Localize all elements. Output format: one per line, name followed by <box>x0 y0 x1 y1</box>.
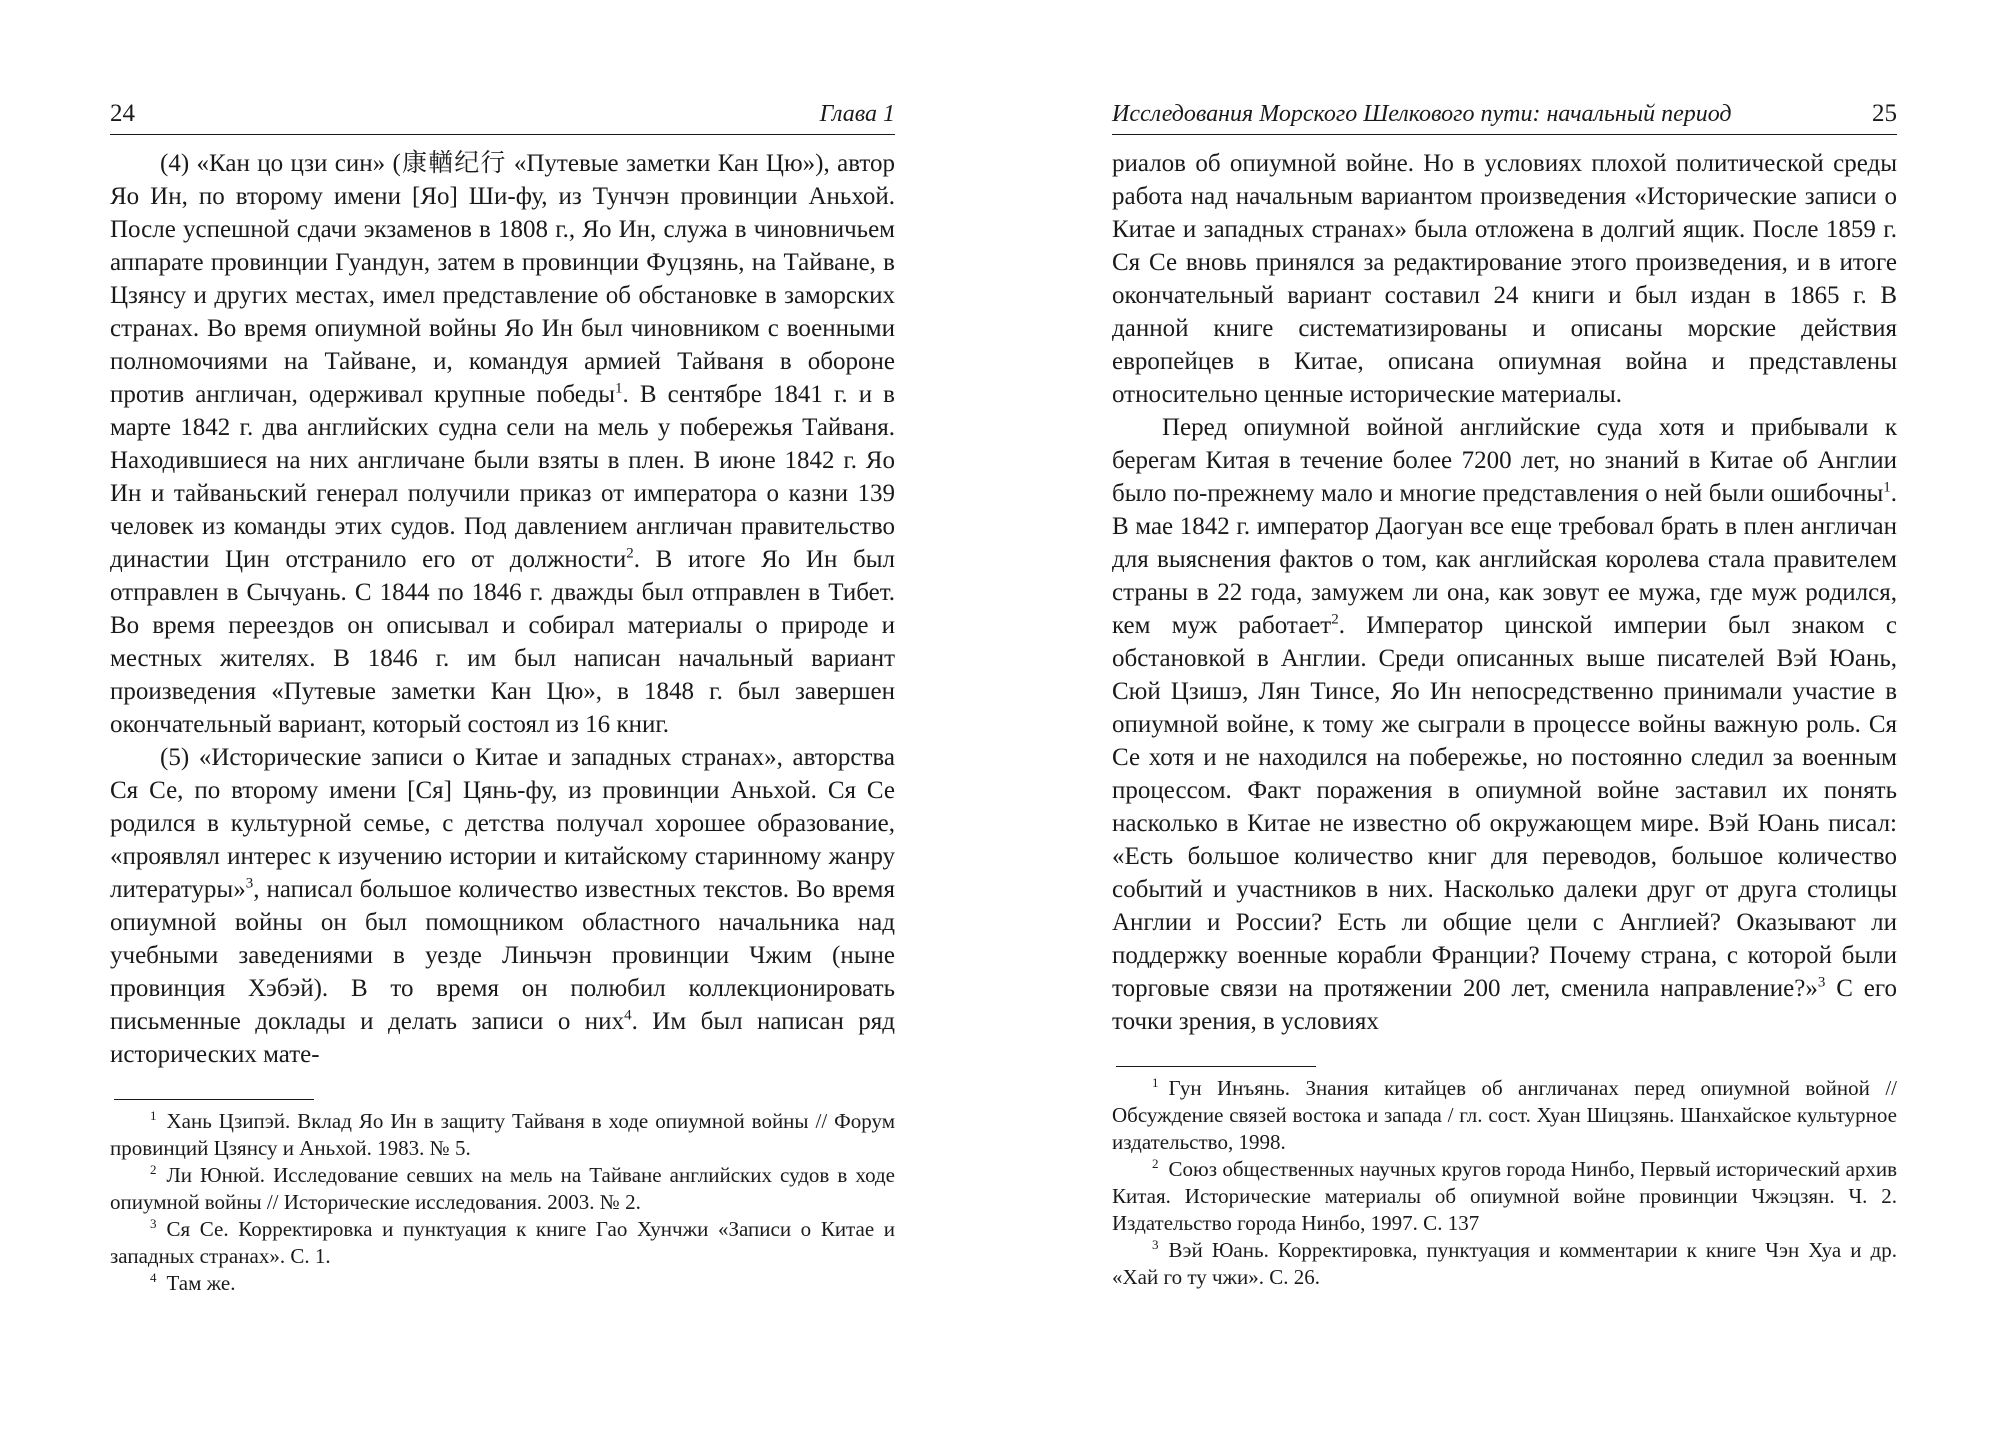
paragraph: риалов об опиумной войне. Но в условиях плохой политической среды работа над начальным вариантом произведения «Исторические записи о Китае и западных странах» была отложена в долгий ящик. После 1859 г. Ся Се вновь принялся за редактирование этого произведения, и в итоге окончательный вариант составил 24 книги и был издан в 1865 г. В данной книге систематизированы и описаны морские действия европейцев в Китае, описана опиумная война и представлены относительно ценные исторические материалы. <box>1112 150 1897 408</box>
footnote <box>1112 1075 1897 1156</box>
footnote-number: 4 <box>150 1270 157 1285</box>
footnote <box>110 1216 895 1270</box>
footnote-ref: 1 <box>615 380 623 397</box>
footnote <box>110 1108 895 1162</box>
left-page <box>110 100 895 1297</box>
right-page <box>1112 100 1897 1291</box>
footnote-number: 2 <box>150 1162 157 1177</box>
footnote-number: 1 <box>150 1108 157 1123</box>
footnote <box>1112 1156 1897 1237</box>
paragraph: (4) «Кан цо цзи син» (康輶纪行 «Путевые заметки Кан Цю»), автор Яо Ин, по второму имени [Яо] Ши-фу, из Тунчэн провинции Аньхой. После успешной сдачи экзаменов в 1808 г., Яо Ин, служа в чиновничьем аппарате провинции Гуандун, затем в провинции Фуцзянь, на Тайване, в Цзянсу и других местах, имел представление об обстановке в заморских странах. Во время опиумной войны Яо Ин был чиновником с военными полномочиями на Тайване, и, командуя армией Тайваня в обороне против англичан, одерживал крупные победы$^1$. В сентябре 1841 г. и в марте 1842 г. два английских судна сели на мель у побережья Тайваня. Находившиеся на них англичане были взяты в плен. В июне 1842 г. Яо Ин и тайваньский генерал получили приказ от императора о казни 139 человек из команды этих судов. Под давлением англичан правительство династии Цин отстранило его от должности$^2$. В итоге Яо Ин был отправлен в Сычуань. С 1844 по 1846 г. дважды был отправлен в Тибет. Во время переездов он описывал и собирал материалы о природе и местных жителях. В 1846 г. им был написан начальный вариант произведения «Путевые заметки Кан Цю», в 1848 г. был завершен окончательный вариант, который состоял из 16 книг. <box>110 150 895 738</box>
footnote-separator <box>114 1099 314 1100</box>
page-number: 25 <box>1872 100 1897 127</box>
body-text <box>110 147 895 1071</box>
footnote-separator <box>1116 1066 1316 1067</box>
section-title: Исследования Морского Шелкового пути: начальный период <box>1112 101 1732 127</box>
footnotes <box>1112 1075 1897 1291</box>
footnote-number: 3 <box>1152 1237 1159 1252</box>
footnote-text: Там же. <box>166 1271 236 1295</box>
footnote-ref: 3 <box>1817 974 1826 991</box>
footnote-ref: 3 <box>245 875 254 892</box>
footnote-text: Вэй Юань. Корректировка, пунктуация и комментарии к книге Чэн Хуа и др. «Хай го ту чжи». С. 26. <box>1112 1238 1897 1289</box>
footnote-number: 1 <box>1152 1075 1159 1090</box>
footnote <box>110 1270 895 1297</box>
footnote-text: Ли Юнюй. Исследование севших на мель на Тайване английских судов в ходе опиумной войны // Исторические исследования. 2003. № 2. <box>110 1163 895 1214</box>
chapter-title: Глава 1 <box>819 101 895 127</box>
page-number: 24 <box>110 100 135 127</box>
footnote-text: Хань Цзипэй. Вклад Яо Ин в защиту Тайваня в ходе опиумной войны // Форум провинций Цзянсу и Аньхой. 1983. № 5. <box>110 1109 895 1160</box>
footnote-ref: 1 <box>1883 479 1891 496</box>
footnote-text: Союз общественных научных кругов города Нинбо, Первый исторический архив Китая. Исторические материалы об опиумной войне провинции Чжэцзян. Ч. 2. Издательство города Нинбо, 1997. С. 137 <box>1112 1157 1897 1235</box>
footnote-text: Гун Инъянь. Знания китайцев об англичанах перед опиумной войной // Обсуждение связей востока и запада / гл. сост. Хуан Шицзянь. Шанхайское культурное издательство, 1998. <box>1112 1076 1897 1154</box>
footnotes <box>110 1108 895 1297</box>
footnote <box>110 1162 895 1216</box>
paragraph: Перед опиумной войной английские суда хотя и прибывали к берегам Китая в течение более 7200 лет, но знаний в Китае об Англии было по-прежнему мало и многие представления о ней были ошибочны$^1$. В мае 1842 г. император Даогуан все еще требовал брать в плен англичан для выяснения фактов о том, как английская королева стала правителем страны в 22 года, замужем ли она, как зовут ее мужа, где муж родился, кем муж работает$^2$. Император цинской империи был знаком с обстановкой в Англии. Среди описанных выше писателей Вэй Юань, Сюй Цзишэ, Лян Тинсе, Яо Ин непосредственно принимали участие в опиумной войне, к тому же сыграли в процессе войны важную роль. Ся Се хотя и не находился на побережье, но постоянно следил за военным процессом. Факт поражения в опиумной войне заставил их понять насколько в Китае не известно об окружающем мире. Вэй Юань писал: «Есть большое количество книг для переводов, большое количество событий и участников в них. Насколько далеки друг от друга столицы Англии и России? Есть ли общие цели с Англией? Оказывают ли поддержку военные корабли Франции? Почему страна, с которой были торговые связи на протяжении 200 лет, сменила направление?»$^3$ С его точки зрения, в условиях <box>1112 414 1897 1035</box>
running-head <box>1112 100 1897 135</box>
footnote-number: 2 <box>1152 1156 1159 1171</box>
footnote-ref: 4 <box>624 1007 632 1024</box>
footnote-ref: 2 <box>1331 611 1339 628</box>
footnote <box>1112 1237 1897 1291</box>
footnote-text: Ся Се. Корректировка и пунктуация к книге Гао Хунчжи «Записи о Китае и западных странах». С. 1. <box>110 1217 895 1268</box>
paragraph: (5) «Исторические записи о Китае и западных странах», авторства Ся Се, по второму имени [Ся] Цянь-фу, из провинции Аньхой. Ся Се родился в культурной семье, с детства получал хорошее образование, «проявлял интерес к изучению истории и китайскому старинному жанру литературы»$^3$, написал большое количество известных текстов. Во время опиумной войны он был помощником областного начальника над учебными заведениями в уезде Линьчэн провинции Чжим (ныне провинция Хэбэй). В то время он полюбил коллекционировать письменные доклады и делать записи о них$^4$. Им был написан ряд исторических мате- <box>110 744 895 1068</box>
running-head <box>110 100 895 135</box>
footnote-number: 3 <box>150 1216 157 1231</box>
footnote-ref: 2 <box>626 545 634 562</box>
body-text <box>1112 147 1897 1038</box>
